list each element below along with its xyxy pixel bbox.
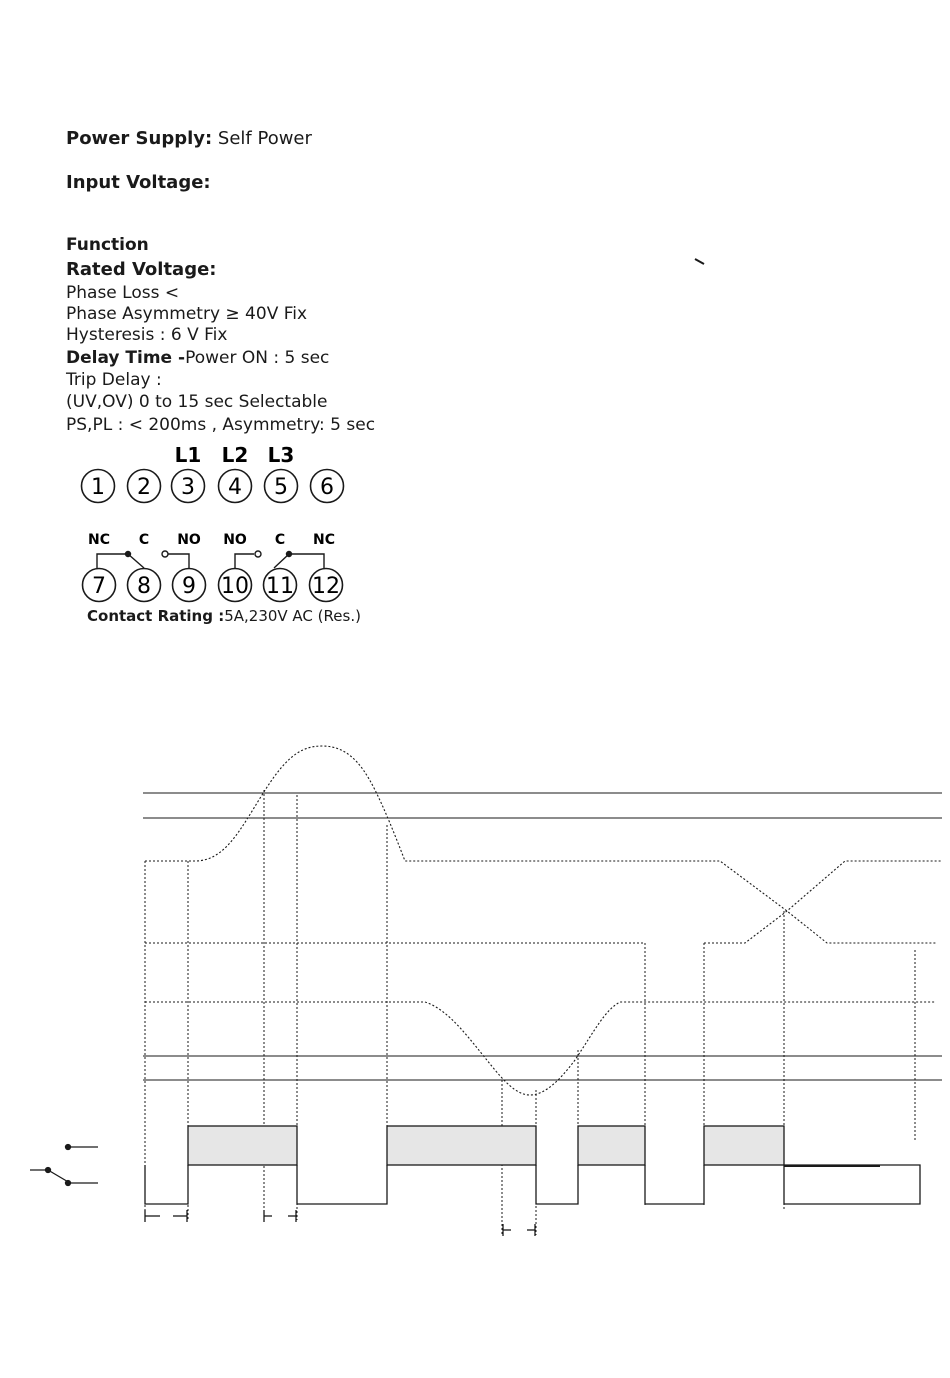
phase-label-l2: L2 <box>221 443 249 467</box>
contact-rating-label: Contact Rating : <box>87 607 225 625</box>
uv-ov-text: (UV,OV) 0 to 15 sec Selectable <box>66 392 328 412</box>
terminal-9-number: 9 <box>182 574 196 599</box>
relay-label-no-1: NO <box>177 532 201 548</box>
delay-time-label: Delay Time - <box>66 348 186 368</box>
ps-pl-text: PS,PL : < 200ms , Asymmetry: 5 sec <box>66 415 376 435</box>
terminal-2 <box>128 470 161 503</box>
terminal-1-number: 1 <box>91 475 105 500</box>
relay-pulse-1 <box>188 1126 297 1165</box>
phase-asymmetry-text: Phase Asymmetry ≥ 40V Fix <box>66 304 308 324</box>
terminal-4-number: 4 <box>228 475 242 500</box>
relay-deenergized-waveform <box>145 1165 920 1204</box>
terminal-8-number: 8 <box>137 574 151 599</box>
relay-label-c-1: C <box>138 532 150 548</box>
function-label: Function <box>66 235 149 255</box>
terminal-5-number: 5 <box>274 475 288 500</box>
relay-contact-symbol <box>30 1145 98 1186</box>
relay-label-c-2: C <box>274 532 286 548</box>
delay-time-value: Power ON : 5 sec <box>185 348 330 368</box>
relay-pulse-4 <box>704 1126 784 1165</box>
terminal-7 <box>83 569 116 602</box>
terminal-1 <box>82 470 115 503</box>
power-supply-value: Self Power <box>212 128 312 149</box>
phase-label-l1: L1 <box>174 443 202 467</box>
terminal-11-number: 11 <box>266 574 294 599</box>
threshold-lines <box>143 793 942 1080</box>
phase-label-l3: L3 <box>267 443 295 467</box>
terminal-4 <box>219 470 252 503</box>
terminal-7-number: 7 <box>92 574 106 599</box>
terminal-6-number: 6 <box>320 475 334 500</box>
terminal-5 <box>265 470 298 503</box>
relay-label-no-2: NO <box>223 532 247 548</box>
terminal-3 <box>172 470 205 503</box>
terminal-11 <box>264 569 297 602</box>
voltage-waveforms <box>145 746 942 1095</box>
voltage-curve-phase-2b <box>704 861 942 943</box>
terminal-top-row <box>82 470 344 503</box>
terminal-12 <box>310 569 343 602</box>
terminal-6 <box>311 470 344 503</box>
terminal-8 <box>128 569 161 602</box>
voltage-curve-overvoltage-phase <box>145 746 937 943</box>
power-supply-label: Power Supply: <box>66 128 213 149</box>
contact-rating-value: 5A,230V AC (Res.) <box>224 607 361 625</box>
hysteresis-text: Hysteresis : 6 V Fix <box>66 325 228 345</box>
delay-brackets <box>145 1210 535 1236</box>
terminal-10 <box>219 569 252 602</box>
terminal-9 <box>173 569 206 602</box>
timing-diagram <box>30 746 942 1236</box>
rated-voltage-label: Rated Voltage: <box>66 259 217 280</box>
relay-label-nc-2: NC <box>313 532 335 548</box>
stray-tick-mark <box>695 259 704 264</box>
power-on-delay-bracket <box>145 1210 187 1222</box>
phase-loss-text: Phase Loss < <box>66 283 180 303</box>
input-voltage-label: Input Voltage: <box>66 172 211 193</box>
terminal-2-number: 2 <box>137 475 151 500</box>
trip-delay-bracket-undervoltage <box>503 1224 535 1236</box>
timing-markers <box>145 790 915 1235</box>
relay-pulse-2 <box>387 1126 536 1165</box>
terminal-12-number: 12 <box>312 574 340 599</box>
relay-pulse-3 <box>578 1126 645 1165</box>
relay-energized-pulses <box>188 1126 784 1165</box>
terminal-bottom-row <box>83 569 343 602</box>
trip-delay-text: Trip Delay : <box>66 370 162 390</box>
relay-contact-symbols <box>97 551 324 568</box>
trip-delay-bracket-overvoltage <box>264 1210 296 1222</box>
terminal-10-number: 10 <box>221 574 249 599</box>
terminal-3-number: 3 <box>181 475 195 500</box>
relay-label-nc-1: NC <box>88 532 110 548</box>
